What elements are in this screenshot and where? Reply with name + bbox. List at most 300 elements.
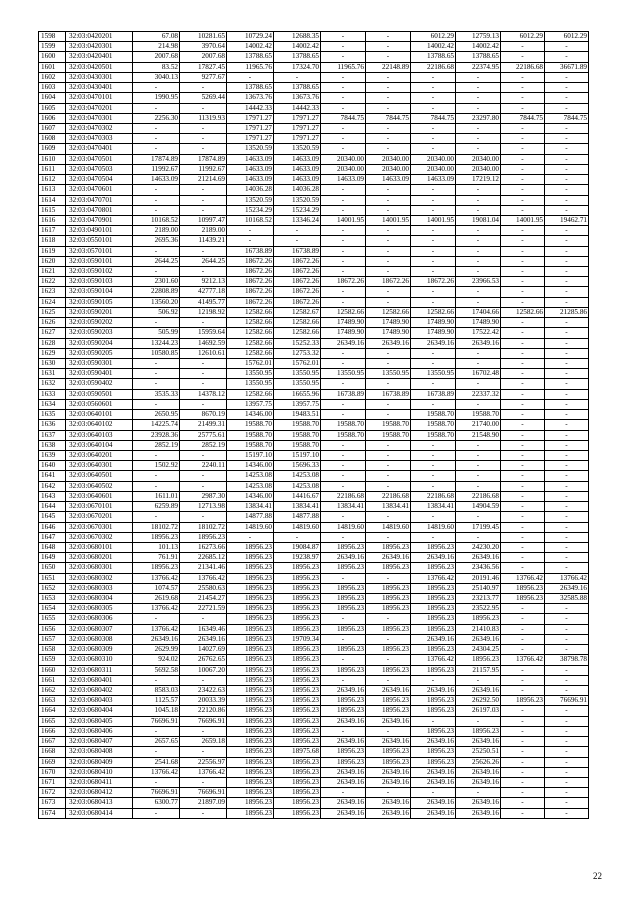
value-cell-6: 13550.95 [366,369,411,379]
value-cell-5: - [321,634,366,644]
value-cell-2: - [180,267,227,277]
value-cell-1: - [133,471,180,481]
value-cell-2: 5269.44 [180,93,227,103]
row-number-cell: 1644 [39,502,66,512]
table-row [39,52,589,62]
value-cell-10: - [545,72,589,82]
row-number-cell: 1633 [39,389,66,399]
value-cell-8: - [456,348,501,358]
value-cell-4: 12582.66 [274,318,321,328]
row-number-cell: 1634 [39,399,66,409]
value-cell-3: - [227,226,274,236]
value-cell-9: - [501,553,545,563]
value-cell-6: 14819.60 [366,522,411,532]
cadastral-quarter-cell: 32:03:0590201 [66,307,133,317]
table-row [39,123,589,133]
row-number-cell: 1607 [39,123,66,133]
value-cell-5: 26349.16 [321,798,366,808]
value-cell-5: 18956.23 [321,706,366,716]
value-cell-1: 505.99 [133,328,180,338]
value-cell-8: - [456,185,501,195]
row-number-cell: 1652 [39,583,66,593]
value-cell-2: - [180,379,227,389]
row-number-cell: 1628 [39,338,66,348]
value-cell-1: 2541.68 [133,757,180,767]
value-cell-3: 13520.59 [227,144,274,154]
value-cell-2: 22120.86 [180,706,227,716]
value-cell-10: - [545,532,589,542]
value-cell-10: - [545,164,589,174]
value-cell-8: 17199.45 [456,522,501,532]
value-cell-7: - [411,675,456,685]
value-cell-5: - [321,726,366,736]
value-cell-5: 13550.95 [321,369,366,379]
value-cell-10: - [545,144,589,154]
value-cell-6: - [366,205,411,215]
value-cell-10: - [545,634,589,644]
value-cell-6: - [366,379,411,389]
row-number-cell: 1623 [39,287,66,297]
cadastral-quarter-cell: 32:03:0420401 [66,52,133,62]
value-cell-7: 26349.16 [411,338,456,348]
table-row [39,686,589,696]
value-cell-8: 23436.56 [456,563,501,573]
value-cell-9: - [501,440,545,450]
table-row [39,594,589,604]
value-cell-8: 17404.66 [456,307,501,317]
value-cell-8: - [456,267,501,277]
value-cell-7: - [411,379,456,389]
cadastral-quarter-cell: 32:03:0680201 [66,553,133,563]
value-cell-6: - [366,93,411,103]
cadastral-quarter-cell: 32:03:0680101 [66,542,133,552]
row-number-cell: 1616 [39,215,66,225]
value-cell-1: 10168.52 [133,215,180,225]
value-cell-7: - [411,399,456,409]
value-cell-5: - [321,103,366,113]
value-cell-3: 14346.00 [227,461,274,471]
value-cell-7: 26349.16 [411,808,456,818]
cadastral-quarter-cell: 32:03:0680409 [66,757,133,767]
table-row [39,502,589,512]
value-cell-7: 12582.66 [411,307,456,317]
value-cell-7: - [411,144,456,154]
row-number-cell: 1601 [39,62,66,72]
cadastral-quarter-cell: 32:03:0680412 [66,788,133,798]
value-cell-3: 18956.23 [227,726,274,736]
value-cell-1: - [133,512,180,522]
value-cell-6: - [366,246,411,256]
value-cell-9: - [501,481,545,491]
value-cell-7: - [411,450,456,460]
value-cell-9: - [501,93,545,103]
table-row [39,757,589,767]
value-cell-10: - [545,645,589,655]
row-number-cell: 1620 [39,256,66,266]
value-cell-1: 11992.67 [133,164,180,174]
value-cell-2: 10997.47 [180,215,227,225]
value-cell-5: 18956.23 [321,665,366,675]
cadastral-quarter-cell: 32:03:0680305 [66,604,133,614]
value-cell-1: 2256.30 [133,113,180,123]
row-number-cell: 1666 [39,726,66,736]
value-cell-5: - [321,267,366,277]
value-cell-3: 18956.23 [227,686,274,696]
table-row [39,430,589,440]
value-cell-8: - [456,359,501,369]
value-cell-9: - [501,502,545,512]
value-cell-3: 14633.09 [227,175,274,185]
value-cell-1: 1502.92 [133,461,180,471]
value-cell-4: 18956.23 [274,655,321,665]
value-cell-3: 17971.27 [227,134,274,144]
value-cell-6: - [366,134,411,144]
value-cell-6: - [366,287,411,297]
value-cell-9: - [501,450,545,460]
value-cell-3: 19588.70 [227,420,274,430]
value-cell-5: 13834.41 [321,502,366,512]
value-cell-1: - [133,399,180,409]
cadastral-quarter-cell: 32:03:0470701 [66,195,133,205]
table-row [39,481,589,491]
value-cell-8: - [456,205,501,215]
value-cell-1: 76696.91 [133,716,180,726]
value-cell-4: 15696.33 [274,461,321,471]
table-row [39,624,589,634]
value-cell-7: 19588.70 [411,420,456,430]
value-cell-2: - [180,399,227,409]
value-cell-9: - [501,491,545,501]
value-cell-8: 23297.80 [456,113,501,123]
value-cell-10: - [545,726,589,736]
value-cell-3: - [227,532,274,542]
row-number-cell: 1651 [39,573,66,583]
cadastral-quarter-cell: 32:03:0470401 [66,144,133,154]
value-cell-5: 18956.23 [321,583,366,593]
value-cell-9: - [501,369,545,379]
row-number-cell: 1612 [39,175,66,185]
value-cell-6: 14633.09 [366,175,411,185]
value-cell-3: 18956.23 [227,573,274,583]
value-cell-8: - [456,246,501,256]
value-cell-2: - [180,185,227,195]
value-cell-2: 2007.68 [180,52,227,62]
cadastral-quarter-cell: 32:03:0470501 [66,154,133,164]
value-cell-9: - [501,267,545,277]
row-number-cell: 1672 [39,788,66,798]
value-cell-5: 18956.23 [321,645,366,655]
value-cell-2: - [180,747,227,757]
value-cell-2: 18102.72 [180,522,227,532]
value-cell-1: - [133,359,180,369]
value-cell-9: - [501,389,545,399]
value-cell-7: - [411,512,456,522]
row-number-cell: 1617 [39,226,66,236]
value-cell-3: 18956.23 [227,788,274,798]
cadastral-quarter-cell: 32:03:0590301 [66,359,133,369]
value-cell-8: 26349.16 [456,634,501,644]
value-cell-7: 18956.23 [411,645,456,655]
value-cell-1: 13766.42 [133,604,180,614]
value-cell-6: 18956.23 [366,624,411,634]
value-cell-4: 18956.23 [274,788,321,798]
table-row [39,614,589,624]
value-cell-9: - [501,757,545,767]
value-cell-2: 10281.65 [180,32,227,42]
table-row [39,542,589,552]
table-row [39,389,589,399]
value-cell-6: - [366,440,411,450]
value-cell-1: 13766.42 [133,767,180,777]
value-cell-9: - [501,226,545,236]
table-row [39,175,589,185]
value-cell-3: 18956.23 [227,624,274,634]
value-cell-1: - [133,379,180,389]
row-number-cell: 1640 [39,461,66,471]
table-row [39,226,589,236]
value-cell-9: 6012.29 [501,32,545,42]
value-cell-1: 2619.68 [133,594,180,604]
value-cell-5: - [321,134,366,144]
cadastral-quarter-cell: 32:03:0680408 [66,747,133,757]
value-cell-8: 21740.00 [456,420,501,430]
row-number-cell: 1669 [39,757,66,767]
value-cell-8: 19588.70 [456,410,501,420]
value-cell-3: 18956.23 [227,737,274,747]
value-cell-4: 14633.09 [274,175,321,185]
value-cell-1: 1611.01 [133,491,180,501]
value-cell-8: 22186.68 [456,491,501,501]
value-cell-7: 16738.89 [411,389,456,399]
cadastral-quarter-cell: 32:03:0640103 [66,430,133,440]
value-cell-9: - [501,52,545,62]
value-cell-5: 20340.00 [321,154,366,164]
row-number-cell: 1603 [39,83,66,93]
row-number-cell: 1632 [39,379,66,389]
value-cell-1: 23928.36 [133,430,180,440]
value-cell-9: - [501,205,545,215]
value-cell-5: 18956.23 [321,747,366,757]
value-cell-6: 22148.89 [366,62,411,72]
value-cell-5: - [321,72,366,82]
value-cell-3: 18956.23 [227,675,274,685]
value-cell-1: 17874.89 [133,154,180,164]
value-cell-6: - [366,726,411,736]
value-cell-3: 17971.27 [227,113,274,123]
value-cell-4: 16738.89 [274,246,321,256]
cadastral-quarter-cell: 32:03:0590102 [66,267,133,277]
value-cell-4: 13520.59 [274,195,321,205]
value-cell-7: 14819.60 [411,522,456,532]
cadastral-quarter-cell: 32:03:0590103 [66,277,133,287]
value-cell-4: 18956.23 [274,604,321,614]
value-cell-4: 13550.95 [274,379,321,389]
value-cell-3: 18956.23 [227,696,274,706]
value-cell-3: 13788.65 [227,52,274,62]
row-number-cell: 1599 [39,42,66,52]
value-cell-9: - [501,471,545,481]
value-cell-6: 16738.89 [366,389,411,399]
value-cell-9: - [501,154,545,164]
value-cell-7: 26349.16 [411,634,456,644]
value-cell-9: 13766.42 [501,573,545,583]
value-cell-7: - [411,532,456,542]
value-cell-4: 18956.23 [274,583,321,593]
value-cell-10: - [545,471,589,481]
value-cell-2: 12713.98 [180,502,227,512]
value-cell-3: 18956.23 [227,665,274,675]
value-cell-6: 18956.23 [366,542,411,552]
cadastral-quarter-cell: 32:03:0420501 [66,62,133,72]
value-cell-1: 101.13 [133,542,180,552]
value-cell-10: - [545,287,589,297]
value-cell-2: 16273.66 [180,542,227,552]
value-cell-7: - [411,246,456,256]
cadastral-quarter-cell: 32:03:0680413 [66,798,133,808]
value-cell-3: 18956.23 [227,757,274,767]
value-cell-2: 3970.64 [180,42,227,52]
value-cell-4: 18956.23 [274,696,321,706]
value-cell-2: 11992.67 [180,164,227,174]
value-cell-8: - [456,532,501,542]
value-cell-5: - [321,614,366,624]
value-cell-3: 14819.60 [227,522,274,532]
value-cell-3: 14346.00 [227,491,274,501]
value-cell-6: - [366,83,411,93]
value-cell-4: 14036.28 [274,185,321,195]
value-cell-1: 26349.16 [133,634,180,644]
value-cell-6: 20340.00 [366,154,411,164]
value-cell-5: - [321,440,366,450]
value-cell-7: 14002.42 [411,42,456,52]
cadastral-quarter-cell: 32:03:0470303 [66,134,133,144]
value-cell-6: - [366,256,411,266]
value-cell-9: - [501,706,545,716]
value-cell-8: 20340.00 [456,154,501,164]
page-number: 22 [593,871,602,881]
value-cell-2: 17874.89 [180,154,227,164]
value-cell-1: - [133,777,180,787]
value-cell-5: - [321,359,366,369]
value-cell-7: 18672.26 [411,277,456,287]
cadastral-quarter-cell: 32:03:0680407 [66,737,133,747]
cadastral-quarter-cell: 32:03:0570101 [66,246,133,256]
value-cell-4: 18956.23 [274,716,321,726]
value-cell-4: 18956.23 [274,645,321,655]
value-cell-10: - [545,798,589,808]
value-cell-10: - [545,328,589,338]
value-cell-1: 6300.77 [133,798,180,808]
value-cell-9: - [501,359,545,369]
value-cell-5: - [321,236,366,246]
value-cell-5: 18956.23 [321,542,366,552]
cadastral-quarter-cell: 32:03:0470901 [66,215,133,225]
value-cell-3: 18956.23 [227,798,274,808]
value-cell-4: 14442.33 [274,103,321,113]
cadastral-quarter-cell: 32:03:0590101 [66,256,133,266]
value-cell-5: - [321,287,366,297]
value-cell-1: - [133,205,180,215]
value-cell-5: - [321,52,366,62]
value-cell-4: 13550.95 [274,369,321,379]
value-cell-9: 12582.66 [501,307,545,317]
value-cell-10: - [545,195,589,205]
cadastral-quarter-cell: 32:03:0430301 [66,72,133,82]
value-cell-4: 14819.60 [274,522,321,532]
row-number-cell: 1624 [39,297,66,307]
value-cell-5: 18956.23 [321,624,366,634]
value-cell-10: - [545,747,589,757]
value-cell-5: 14819.60 [321,522,366,532]
value-cell-8: 26349.16 [456,737,501,747]
value-cell-6: 26349.16 [366,716,411,726]
value-cell-6: 20340.00 [366,164,411,174]
cadastral-quarter-cell: 32:03:0420301 [66,42,133,52]
value-cell-5: 12582.66 [321,307,366,317]
value-cell-8: - [456,256,501,266]
value-cell-10: - [545,808,589,818]
value-cell-10: - [545,430,589,440]
value-cell-10: - [545,757,589,767]
table-row [39,195,589,205]
value-cell-10: - [545,461,589,471]
table-row [39,318,589,328]
value-cell-4: 14253.08 [274,481,321,491]
value-cell-7: - [411,481,456,491]
table-row [39,512,589,522]
value-cell-9: - [501,123,545,133]
value-cell-9: - [501,716,545,726]
value-cell-10: - [545,767,589,777]
value-cell-6: 19588.70 [366,420,411,430]
value-cell-4: 15197.10 [274,450,321,460]
value-cell-9: - [501,767,545,777]
value-cell-7: - [411,440,456,450]
value-cell-7: - [411,83,456,93]
value-cell-8: 26349.16 [456,808,501,818]
value-cell-7: - [411,185,456,195]
value-cell-9: - [501,410,545,420]
cadastral-quarter-cell: 32:03:0670302 [66,532,133,542]
value-cell-4: 12688.35 [274,32,321,42]
value-cell-7: - [411,236,456,246]
table-row [39,185,589,195]
row-number-cell: 1647 [39,532,66,542]
value-cell-8: 21157.95 [456,665,501,675]
value-cell-2: 21454.27 [180,594,227,604]
value-cell-7: - [411,123,456,133]
value-cell-3: 12582.66 [227,318,274,328]
value-cell-4: 18956.23 [274,737,321,747]
value-cell-10: - [545,553,589,563]
value-cell-10: - [545,522,589,532]
value-cell-7: - [411,359,456,369]
value-cell-4: 18956.23 [274,563,321,573]
value-cell-10: 7844.75 [545,113,589,123]
row-number-cell: 1600 [39,52,66,62]
value-cell-7: 13766.42 [411,655,456,665]
value-cell-6: - [366,42,411,52]
value-cell-4: 18956.23 [274,808,321,818]
value-cell-1: - [133,675,180,685]
table-row [39,297,589,307]
value-cell-8: 13788.65 [456,52,501,62]
value-cell-6: 14001.95 [366,215,411,225]
row-number-cell: 1674 [39,808,66,818]
value-cell-5: - [321,32,366,42]
cadastral-quarter-cell: 32:03:0680302 [66,573,133,583]
value-cell-1: 2657.65 [133,737,180,747]
